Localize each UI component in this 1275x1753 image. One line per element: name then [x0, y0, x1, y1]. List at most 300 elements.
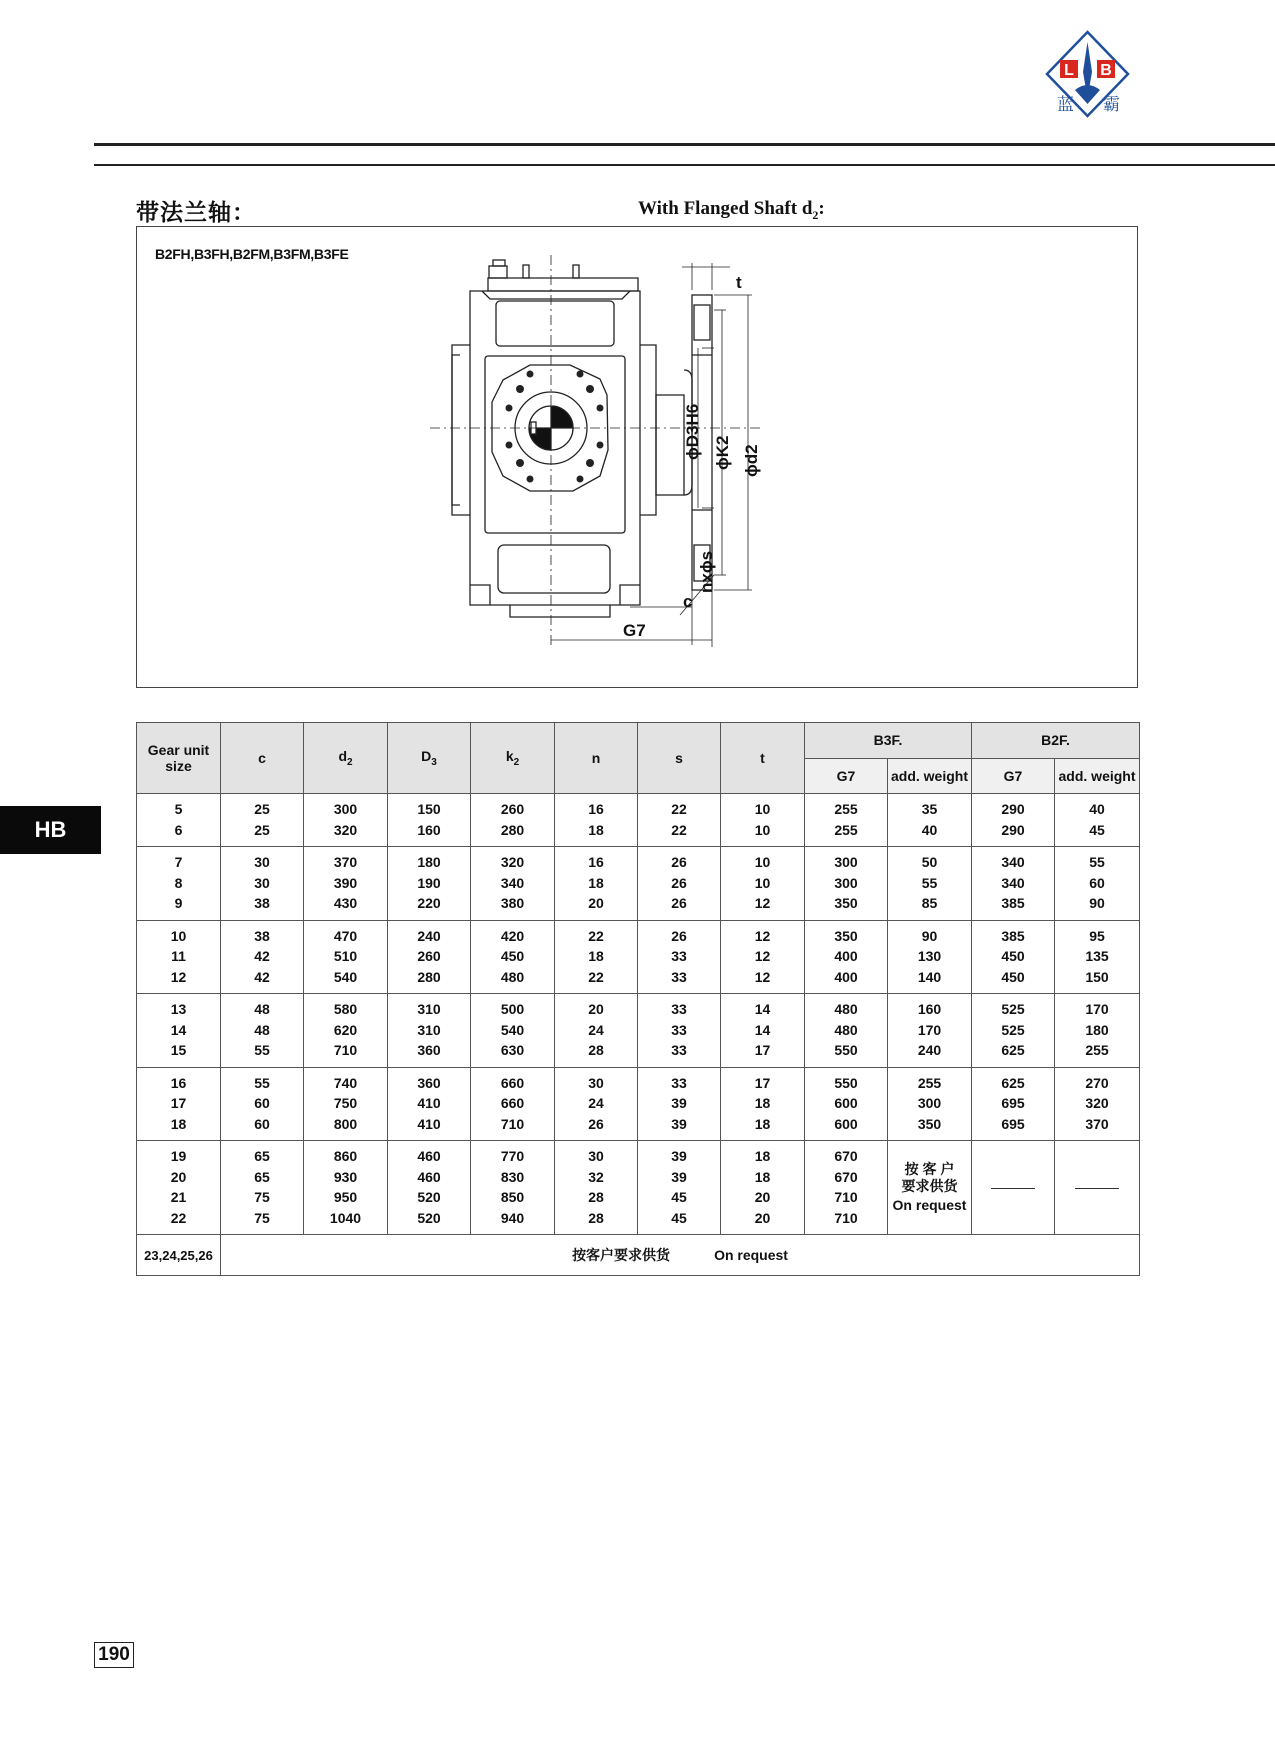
table-cell: 39 — [671, 1095, 687, 1111]
table-cell: 540 — [333, 968, 358, 985]
table-cell: 220 — [417, 895, 441, 911]
table-cell: 26 — [671, 874, 687, 891]
logo-letter-l: L — [1064, 62, 1074, 79]
table-cell: 950 — [333, 1189, 358, 1205]
section-title-cn: 带法兰轴： — [136, 199, 256, 225]
large-sizes-note — [221, 1235, 1140, 1276]
table-cell: 10 — [170, 927, 187, 944]
column-d2 — [304, 1141, 388, 1235]
table-cell: 300 — [834, 874, 858, 891]
table-cell: 22 — [671, 801, 687, 817]
column-k2 — [471, 847, 555, 921]
table-cell: 26 — [671, 895, 687, 911]
table-cell: 17 — [754, 1042, 771, 1058]
column-b2f-g7 — [972, 994, 1055, 1068]
table-cell: 350 — [917, 1115, 942, 1132]
on-request-cn-line2: 要求供货 — [901, 1177, 958, 1194]
table-cell: 320 — [333, 821, 358, 838]
header-k2: $k_2$ — [471, 723, 555, 794]
table-cell: 6 — [174, 821, 183, 838]
table-cell: 280 — [417, 968, 441, 985]
table-cell: 20 — [170, 1168, 187, 1185]
column-n — [555, 1067, 638, 1141]
table-cell: 460 — [417, 1148, 441, 1164]
section-title-en: With Flanged Shaft $d_2$: — [638, 198, 825, 222]
table-cell: 310 — [417, 1021, 441, 1038]
header-d2: $d_2$ — [304, 723, 388, 794]
table-cell: 30 — [254, 854, 270, 870]
column-t — [721, 1141, 805, 1235]
column-d2 — [304, 1067, 388, 1141]
table-cell: 520 — [417, 1209, 441, 1226]
page-number: 190 — [94, 1642, 134, 1668]
column-b3f-g7 — [805, 1141, 888, 1235]
column-s — [638, 920, 721, 994]
column-b3f-g7 — [805, 794, 888, 847]
table-cell: 385 — [1001, 895, 1025, 911]
table-cell: 695 — [1001, 1095, 1025, 1111]
column-d2 — [304, 847, 388, 921]
table-cell: 18 — [170, 1115, 187, 1132]
header-s: s — [638, 723, 721, 794]
table-cell: 26 — [671, 854, 687, 870]
table-cell: 160 — [417, 821, 441, 838]
table-cell: 7 — [174, 854, 183, 870]
table-cell: 28 — [588, 1042, 604, 1058]
on-request-cn-line1: 按 客 户 — [904, 1160, 955, 1177]
table-cell: 16 — [588, 801, 604, 817]
table-cell: 12 — [754, 968, 771, 985]
large-sizes: 23,24,25,26 — [137, 1235, 221, 1276]
column-b3f-g7 — [805, 994, 888, 1068]
table-cell: 525 — [1001, 1021, 1025, 1038]
table-cell: 33 — [671, 1021, 687, 1038]
column-n — [555, 847, 638, 921]
table-row-group — [137, 794, 1140, 847]
table-cell: 370 — [1085, 1115, 1109, 1132]
table-cell: 830 — [500, 1168, 525, 1185]
label-g7: G7 — [623, 621, 646, 640]
column-b2f-weight — [1055, 994, 1140, 1068]
section-tab: HB — [0, 806, 101, 854]
table-cell: 48 — [254, 1021, 270, 1038]
table-cell: 525 — [1001, 1001, 1025, 1017]
column-b2f-g7 — [972, 847, 1055, 921]
table-cell: 350 — [834, 927, 858, 944]
column-d3 — [388, 1067, 471, 1141]
column-n — [555, 920, 638, 994]
column-c — [221, 1067, 304, 1141]
table-cell: 65 — [254, 1148, 270, 1164]
table-cell: 400 — [834, 948, 858, 964]
table-cell: 18 — [754, 1095, 771, 1111]
table-cell: 17 — [170, 1095, 187, 1111]
table-cell: 180 — [1085, 1021, 1109, 1038]
table-cell: 1040 — [329, 1209, 362, 1226]
column-b2f-weight — [1055, 1067, 1140, 1141]
table-cell: 520 — [417, 1189, 441, 1205]
column-s — [638, 1141, 721, 1235]
column-k2 — [471, 1067, 555, 1141]
table-cell: 400 — [834, 968, 858, 985]
column-n — [555, 994, 638, 1068]
table-cell: 14 — [754, 1021, 771, 1038]
table-cell: 20 — [754, 1209, 771, 1226]
logo-letter-b: B — [1100, 62, 1112, 79]
table-cell: 580 — [333, 1001, 358, 1017]
table-cell: 300 — [917, 1095, 942, 1111]
table-cell: 290 — [1001, 821, 1025, 838]
table-cell: 360 — [417, 1074, 441, 1091]
column-s — [638, 994, 721, 1068]
table-cell: 28 — [588, 1189, 604, 1205]
table-cell: 45 — [671, 1189, 687, 1205]
table-row-group — [137, 847, 1140, 921]
table-cell: 40 — [1089, 801, 1105, 817]
table-cell: 140 — [917, 968, 942, 985]
table-cell: 280 — [500, 821, 525, 838]
table-cell: 710 — [834, 1209, 858, 1226]
table-cell: 240 — [917, 1042, 942, 1058]
table-cell: 20 — [754, 1189, 771, 1205]
table-cell: 190 — [417, 874, 441, 891]
column-b2f-g7 — [972, 920, 1055, 994]
table-cell: 940 — [500, 1209, 525, 1226]
table-cell: 135 — [1085, 948, 1109, 964]
table-cell: 930 — [333, 1168, 358, 1185]
column-b3f-g7 — [805, 1067, 888, 1141]
column-s — [638, 847, 721, 921]
logo-caption-right: 霸 — [1103, 95, 1120, 115]
header-c: c — [221, 723, 304, 794]
table-cell: 10 — [754, 854, 771, 870]
column-k2 — [471, 1141, 555, 1235]
table-cell: 60 — [254, 1095, 270, 1111]
column-k2 — [471, 920, 555, 994]
table-cell: 255 — [834, 801, 858, 817]
table-cell: 85 — [921, 895, 938, 911]
table-cell: 60 — [254, 1115, 270, 1132]
table-cell: 15 — [170, 1042, 187, 1058]
not-available-dash — [972, 1141, 1055, 1235]
table-cell: 625 — [1001, 1074, 1025, 1091]
table-cell: 385 — [1001, 927, 1025, 944]
column-s — [638, 794, 721, 847]
table-cell: 22 — [671, 821, 687, 838]
table-cell: 12 — [754, 895, 771, 911]
model-codes: B2FH,B3FH,B2FM,B3FM,B3FE — [155, 246, 349, 262]
table-cell: 260 — [417, 948, 441, 964]
table-cell: 19 — [170, 1148, 187, 1164]
table-cell: 670 — [834, 1148, 858, 1164]
table-cell: 10 — [754, 874, 771, 891]
table-cell: 480 — [834, 1001, 858, 1017]
table-cell: 670 — [834, 1168, 858, 1185]
table-cell: 42 — [254, 948, 270, 964]
table-cell: 24 — [588, 1095, 604, 1111]
table-cell: 180 — [417, 854, 441, 870]
table-cell: 10 — [754, 801, 771, 817]
table-cell: 12 — [170, 968, 187, 985]
header-b2f: B2F. — [972, 723, 1140, 759]
table-cell: 500 — [500, 1001, 525, 1017]
table-cell: 28 — [588, 1209, 604, 1226]
table-cell: 26 — [671, 927, 687, 944]
table-cell: 600 — [834, 1095, 858, 1111]
table-cell: 410 — [417, 1115, 441, 1132]
column-d3 — [388, 994, 471, 1068]
table-cell: 20 — [588, 1001, 604, 1017]
table-cell: 350 — [834, 895, 858, 911]
table-cell: 480 — [834, 1021, 858, 1038]
column-b3f-weight — [888, 847, 972, 921]
table-cell: 90 — [921, 927, 938, 944]
table-cell: 320 — [1085, 1095, 1109, 1111]
table-cell: 25 — [254, 821, 270, 838]
table-cell: 20 — [588, 895, 604, 911]
table-cell: 50 — [921, 854, 938, 870]
table-cell: 75 — [254, 1209, 270, 1226]
label-t: t — [736, 273, 742, 292]
table-cell: 600 — [834, 1115, 858, 1132]
table-cell: 55 — [1089, 854, 1105, 870]
column-t — [721, 1067, 805, 1141]
table-cell: 33 — [671, 1042, 687, 1058]
column-t — [721, 794, 805, 847]
header-rule-thin — [94, 164, 1275, 166]
column-b3f-weight — [888, 920, 972, 994]
column-c — [221, 847, 304, 921]
column-t — [721, 920, 805, 994]
table-cell: 32 — [588, 1168, 604, 1185]
table-cell: 170 — [1085, 1001, 1109, 1017]
header-size: Gear unit size — [137, 723, 221, 794]
table-cell: 21 — [170, 1189, 187, 1205]
column-b2f-weight — [1055, 847, 1140, 921]
column-b3f-g7 — [805, 920, 888, 994]
table-cell: 130 — [917, 948, 942, 964]
table-cell: 39 — [671, 1168, 687, 1185]
column-b2f-g7 — [972, 1067, 1055, 1141]
table-cell: 620 — [333, 1021, 358, 1038]
table-cell: 460 — [417, 1168, 441, 1185]
table-cell: 710 — [500, 1115, 525, 1132]
header-rule-thick — [94, 143, 1275, 146]
label-d2: ϕd2 — [742, 444, 761, 477]
table-cell: 33 — [671, 948, 687, 964]
table-cell: 410 — [417, 1095, 441, 1111]
table-cell: 18 — [754, 1115, 771, 1132]
column-size — [137, 994, 221, 1068]
table-cell: 150 — [417, 801, 441, 817]
table-cell: 38 — [254, 927, 270, 944]
column-c — [221, 794, 304, 847]
table-cell: 450 — [1001, 948, 1025, 964]
column-b2f-g7 — [972, 794, 1055, 847]
table-cell: 38 — [254, 895, 270, 911]
table-cell: 25 — [254, 801, 270, 817]
table-cell: 30 — [254, 874, 270, 891]
table-cell: 390 — [333, 874, 358, 891]
table-cell: 48 — [254, 1001, 270, 1017]
column-s — [638, 1067, 721, 1141]
table-cell: 260 — [500, 801, 525, 817]
table-cell: 33 — [671, 1074, 687, 1091]
table-cell: 8 — [174, 874, 183, 891]
table-cell: 860 — [333, 1148, 358, 1164]
table-body — [137, 794, 1140, 1276]
table-cell: 320 — [500, 854, 525, 870]
dimension-table — [136, 722, 1139, 1276]
column-size — [137, 1067, 221, 1141]
column-d3 — [388, 1141, 471, 1235]
note-en: On request — [714, 1247, 788, 1263]
column-d3 — [388, 920, 471, 994]
on-request-en: On request — [892, 1196, 967, 1213]
table-cell: 300 — [834, 854, 858, 870]
table-cell: 42 — [254, 968, 270, 985]
table-cell: 290 — [1001, 801, 1025, 817]
header-n: n — [555, 723, 638, 794]
column-k2 — [471, 794, 555, 847]
table-cell: 18 — [588, 948, 604, 964]
header-d3: $D_3$ — [388, 723, 471, 794]
column-b3f-g7 — [805, 847, 888, 921]
table-cell: 55 — [254, 1042, 270, 1058]
table-cell: 770 — [500, 1148, 525, 1164]
table-cell: 310 — [417, 1001, 441, 1017]
table-cell: 660 — [500, 1074, 525, 1091]
table-cell: 710 — [333, 1042, 358, 1058]
table-cell: 630 — [500, 1042, 525, 1058]
column-n — [555, 794, 638, 847]
lanba-logo — [1040, 28, 1135, 123]
table-cell: 16 — [588, 854, 604, 870]
table-cell: 510 — [333, 948, 358, 964]
column-b3f-weight — [888, 1067, 972, 1141]
table-cell: 16 — [170, 1074, 187, 1091]
column-size — [137, 1141, 221, 1235]
table-cell: 55 — [254, 1074, 270, 1091]
table-cell: 540 — [500, 1021, 525, 1038]
header-b3f-g7: G7 — [805, 758, 888, 794]
table-cell: 750 — [333, 1095, 358, 1111]
not-available-dash — [1055, 1141, 1140, 1235]
label-k2: ϕK2 — [713, 435, 732, 470]
table-cell: 22 — [170, 1209, 187, 1226]
column-t — [721, 994, 805, 1068]
table-cell: 450 — [500, 948, 525, 964]
table-cell: 800 — [333, 1115, 358, 1132]
table-cell: 18 — [588, 821, 604, 838]
table-cell: 550 — [834, 1042, 858, 1058]
table-cell: 45 — [671, 1209, 687, 1226]
table-cell: 39 — [671, 1115, 687, 1132]
table-cell: 24 — [588, 1021, 604, 1038]
note-cn: 按客户要求供货 — [572, 1247, 671, 1263]
table-row-group — [137, 994, 1140, 1068]
table-row-group — [137, 1067, 1140, 1141]
table-cell: 12 — [754, 927, 771, 944]
table-cell: 270 — [1085, 1074, 1109, 1091]
header-t: t — [721, 723, 805, 794]
table-cell: 11 — [171, 948, 186, 964]
table-cell: 60 — [1089, 874, 1105, 891]
column-k2 — [471, 994, 555, 1068]
table-cell: 18 — [754, 1168, 771, 1185]
column-size — [137, 794, 221, 847]
table-cell: 255 — [834, 821, 858, 838]
table-cell: 9 — [174, 895, 183, 911]
column-d2 — [304, 994, 388, 1068]
header-b2f-weight: add. weight — [1055, 758, 1140, 794]
table-cell: 740 — [333, 1074, 358, 1091]
table-cell: 75 — [254, 1189, 270, 1205]
on-request-note — [888, 1141, 972, 1235]
table-cell: 450 — [1001, 968, 1025, 985]
label-c: c — [683, 592, 693, 611]
column-d2 — [304, 794, 388, 847]
header-b3f-weight: add. weight — [888, 758, 972, 794]
table-cell: 14 — [754, 1001, 771, 1017]
table-cell: 170 — [917, 1021, 942, 1038]
table-cell: 470 — [333, 927, 358, 944]
label-d3: ϕD3H6 — [683, 403, 702, 460]
table-cell: 340 — [1001, 874, 1025, 891]
table-cell: 95 — [1089, 927, 1105, 944]
table-cell: 18 — [754, 1148, 771, 1164]
table-cell: 340 — [1001, 854, 1025, 870]
table-cell: 33 — [671, 1001, 687, 1017]
table-cell: 430 — [333, 895, 358, 911]
table-cell: 12 — [754, 948, 771, 964]
table-cell: 90 — [1089, 895, 1105, 911]
table-cell: 710 — [834, 1189, 858, 1205]
table-cell: 30 — [588, 1074, 604, 1091]
logo-caption-left: 蓝 — [1057, 95, 1074, 115]
column-d2 — [304, 920, 388, 994]
table-cell: 380 — [500, 895, 525, 911]
column-c — [221, 1141, 304, 1235]
table-row-group — [137, 920, 1140, 994]
column-d3 — [388, 847, 471, 921]
table-cell: 150 — [1085, 968, 1109, 985]
gear-unit-drawing — [430, 255, 860, 655]
column-t — [721, 847, 805, 921]
column-b3f-weight — [888, 994, 972, 1068]
table-cell: 40 — [921, 821, 938, 838]
table-cell: 55 — [921, 874, 938, 891]
table-cell: 26 — [588, 1115, 604, 1132]
table-cell: 695 — [1001, 1115, 1025, 1132]
column-b2f-weight — [1055, 920, 1140, 994]
table-cell: 22 — [588, 927, 604, 944]
table-cell: 17 — [754, 1074, 771, 1091]
table-cell: 660 — [500, 1095, 525, 1111]
table-cell: 625 — [1001, 1042, 1025, 1058]
header-b3f: B3F. — [805, 723, 972, 759]
table-cell: 360 — [417, 1042, 441, 1058]
table-cell: 240 — [417, 927, 441, 944]
column-c — [221, 920, 304, 994]
header-b2f-g7: G7 — [972, 758, 1055, 794]
table-cell: 14 — [170, 1021, 187, 1038]
table-cell: 420 — [500, 927, 525, 944]
table-cell: 255 — [917, 1074, 942, 1091]
table-cell: 39 — [671, 1148, 687, 1164]
table-cell: 300 — [333, 801, 358, 817]
table-cell: 160 — [917, 1001, 942, 1017]
